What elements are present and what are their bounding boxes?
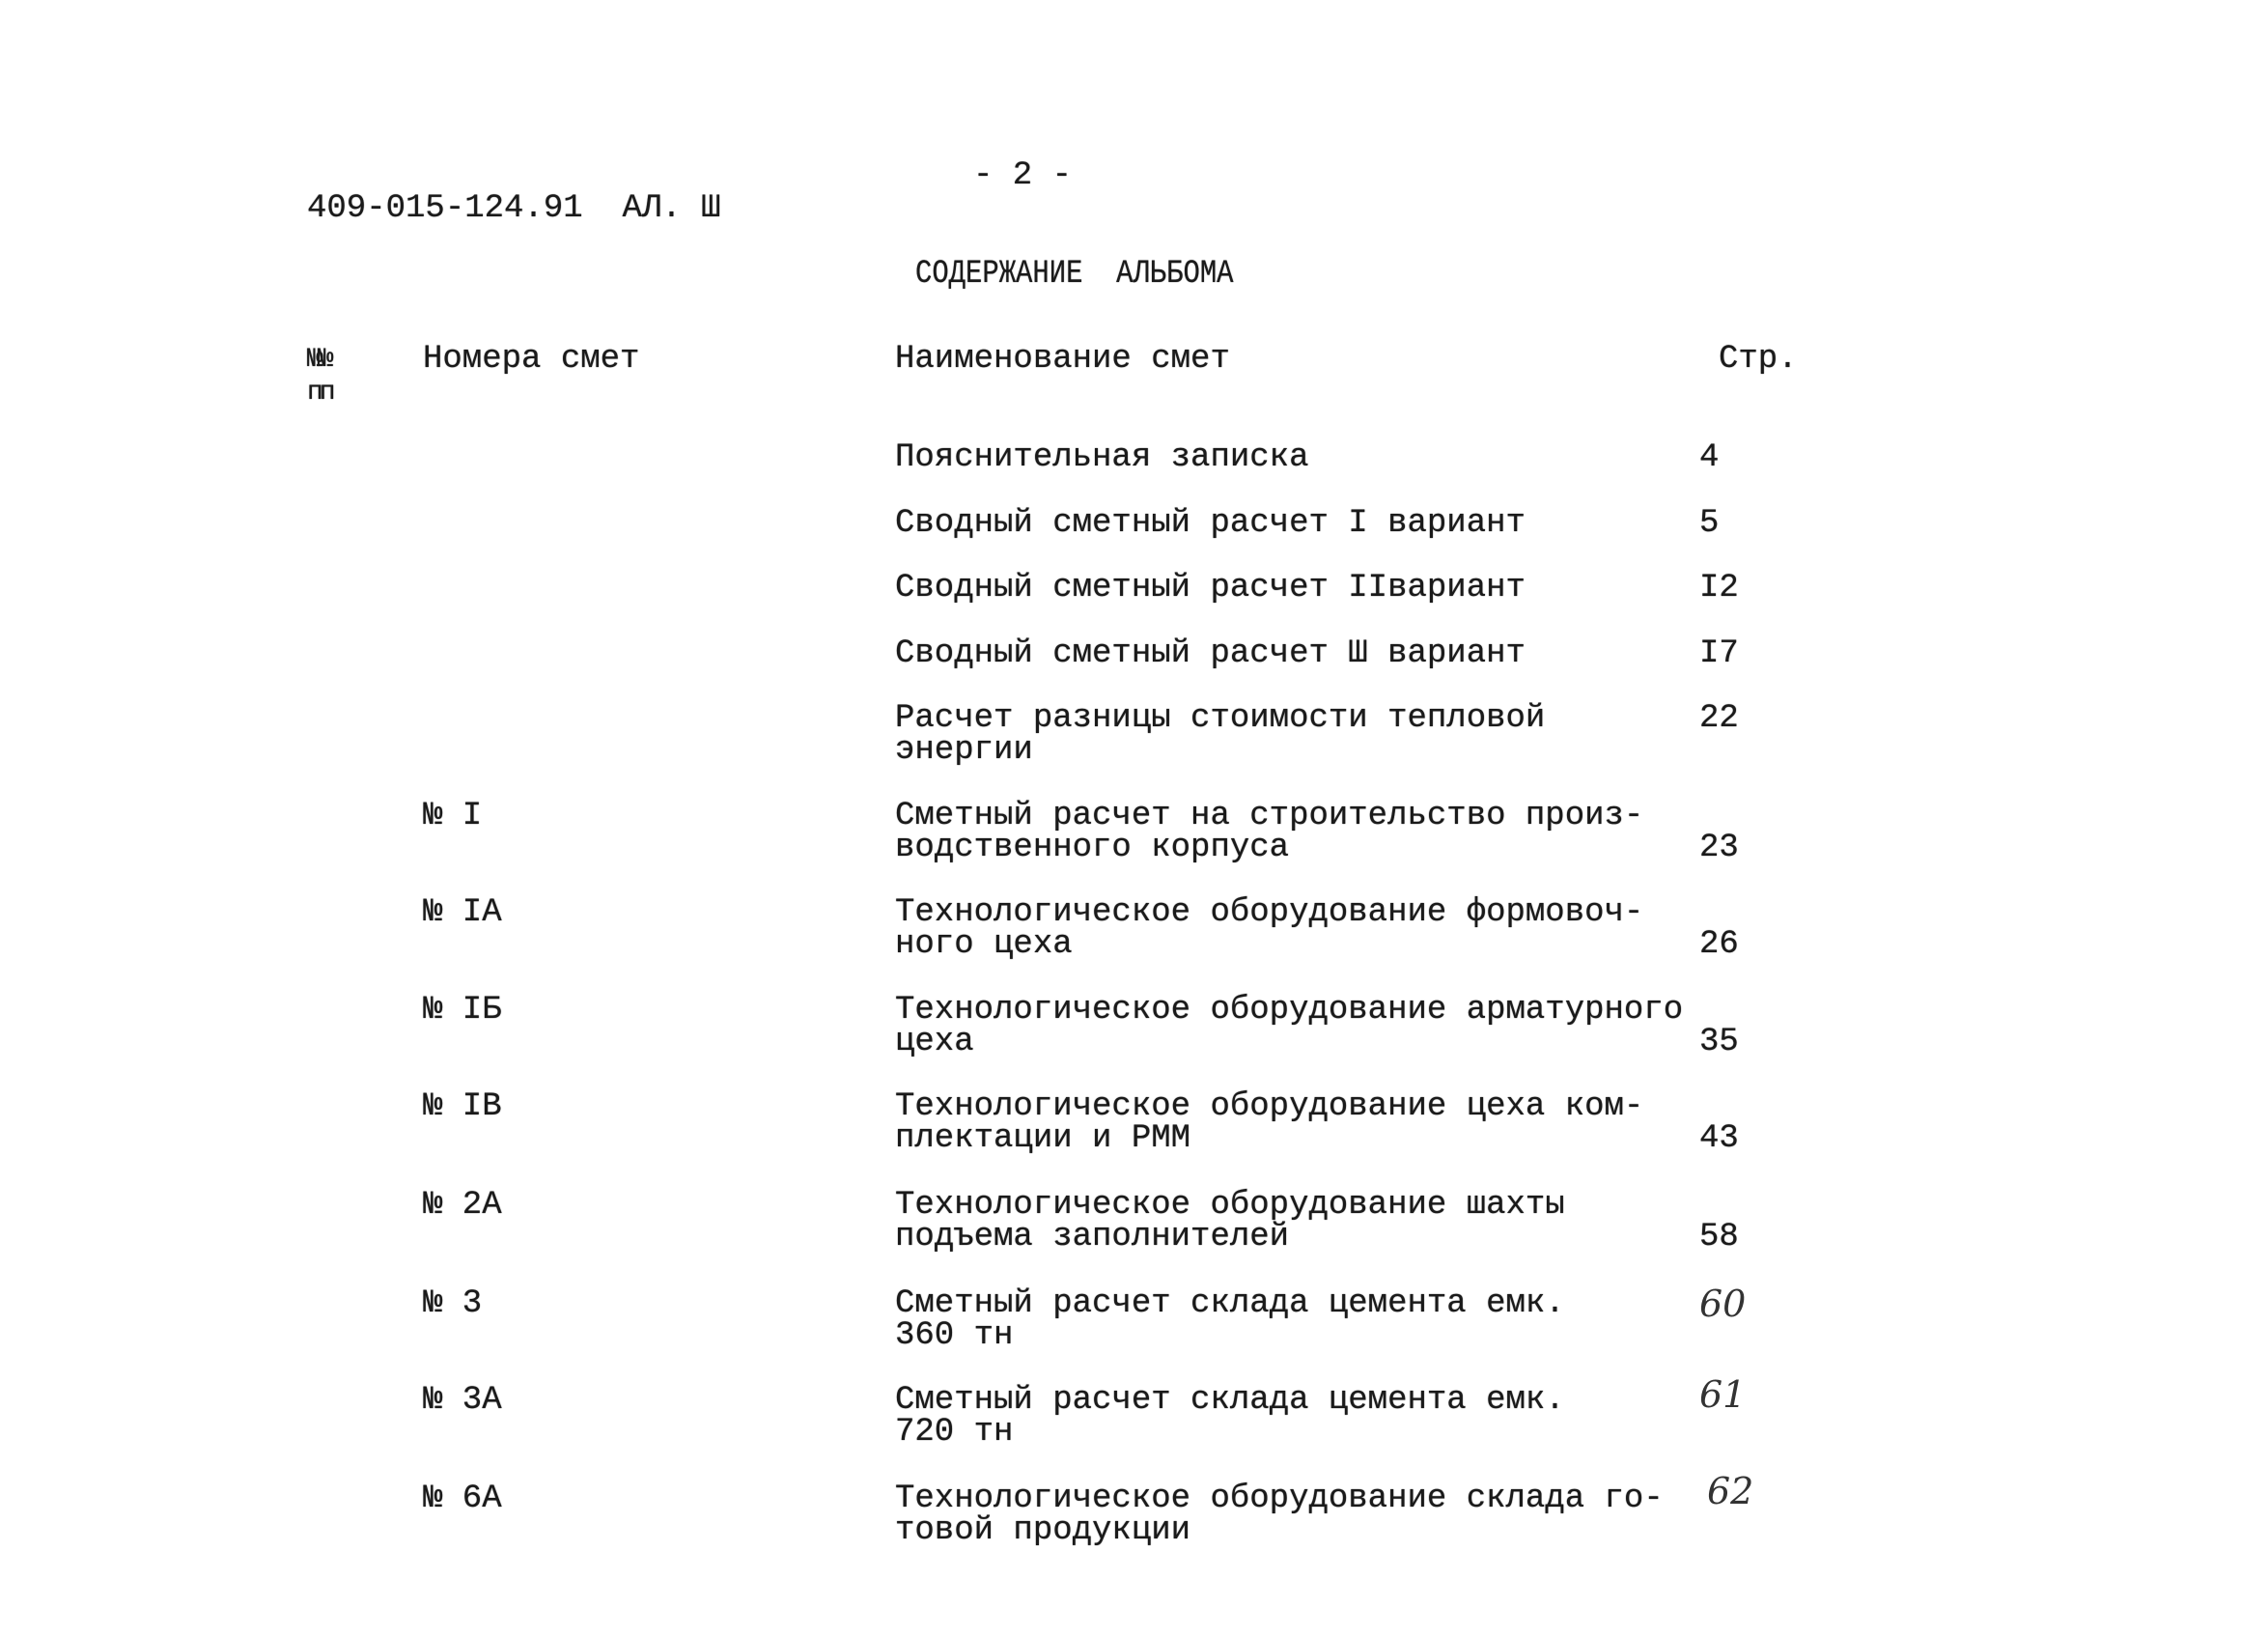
column-header-index: №№ <box>307 345 328 375</box>
table-row <box>0 894 2268 965</box>
page-reference: 62 <box>1707 1470 1754 1512</box>
estimate-name: Технологическое оборудование арматурного <box>895 992 1684 1029</box>
table-row <box>0 635 2268 706</box>
page-reference: I7 <box>1699 635 1739 672</box>
page-number: - 2 - <box>973 157 1073 194</box>
estimate-name: Сметный расчет склада цемента емк. <box>895 1285 1565 1322</box>
estimate-name-continued: подъема заполнителей <box>895 1219 1290 1255</box>
page-reference: 5 <box>1699 505 1720 542</box>
estimate-name: Технологическое оборудование цеха ком- <box>895 1088 1644 1125</box>
page-title: СОДЕРЖАНИЕ АЛЬБОМА <box>915 256 1234 293</box>
table-row <box>0 798 2268 868</box>
estimate-number: № 3 <box>423 1285 483 1322</box>
estimate-number: № IA <box>423 894 502 931</box>
page-reference: 43 <box>1699 1120 1739 1157</box>
estimate-name: Сводный сметный расчет IIвариант <box>895 570 1526 606</box>
column-header-page: Стр. <box>1719 341 1798 378</box>
estimate-name: Технологическое оборудование формовоч- <box>895 894 1644 931</box>
table-row <box>0 1088 2268 1159</box>
page-reference: 61 <box>1699 1373 1747 1416</box>
column-header-estimate-names: Наименование смет <box>895 341 1230 378</box>
estimate-name-continued: плектации и РММ <box>895 1120 1191 1157</box>
table-row <box>0 992 2268 1062</box>
estimate-number: № I <box>423 798 483 834</box>
estimate-name: Расчет разницы стоимости тепловой <box>895 700 1546 737</box>
page-reference: 22 <box>1699 700 1739 737</box>
table-row <box>0 439 2268 510</box>
estimate-name: Сводный сметный расчет I вариант <box>895 505 1526 542</box>
page-reference: 4 <box>1699 439 1720 476</box>
table-row <box>0 1283 2268 1356</box>
estimate-name-continued: ного цеха <box>895 926 1073 963</box>
estimate-number: № 3A <box>423 1382 502 1419</box>
estimate-name: Технологическое оборудование склада го- <box>895 1481 1664 1517</box>
page-reference: 23 <box>1699 830 1739 866</box>
table-row <box>0 1373 2268 1453</box>
estimate-name: Пояснительная записка <box>895 439 1309 476</box>
page-reference: I2 <box>1699 570 1739 606</box>
table-row <box>0 1187 2268 1257</box>
estimate-name: Сметный расчет склада цемента емк. <box>895 1382 1565 1419</box>
table-row <box>0 1470 2268 1551</box>
estimate-number: № 2A <box>423 1187 502 1224</box>
table-row <box>0 505 2268 576</box>
page-reference: 26 <box>1699 926 1739 963</box>
column-header-index-sub: пп <box>307 378 332 408</box>
page-reference: 35 <box>1699 1024 1739 1060</box>
column-header-estimate-numbers: Номера смет <box>423 341 640 378</box>
estimate-name: Сводный сметный расчет Ш вариант <box>895 635 1526 672</box>
table-row <box>0 570 2268 640</box>
estimate-number: № IB <box>423 1088 502 1125</box>
document-code: 409-015-124.91 АЛ. Ш <box>307 190 721 227</box>
estimate-name-continued: энергии <box>895 732 1033 769</box>
page-reference: 60 <box>1699 1283 1747 1325</box>
page-reference: 58 <box>1699 1219 1739 1255</box>
estimate-name-continued: цеха <box>895 1024 974 1060</box>
estimate-name-continued: 720 тн <box>895 1414 1014 1451</box>
estimate-name-continued: водственного корпуса <box>895 830 1290 866</box>
table-row <box>0 700 2268 771</box>
estimate-name-continued: 360 тн <box>895 1317 1014 1354</box>
estimate-name-continued: товой продукции <box>895 1512 1191 1549</box>
estimate-number: № 6A <box>423 1481 502 1517</box>
estimate-name: Сметный расчет на строительство произ- <box>895 798 1644 834</box>
estimate-number: № IБ <box>423 992 502 1029</box>
estimate-name: Технологическое оборудование шахты <box>895 1187 1565 1224</box>
